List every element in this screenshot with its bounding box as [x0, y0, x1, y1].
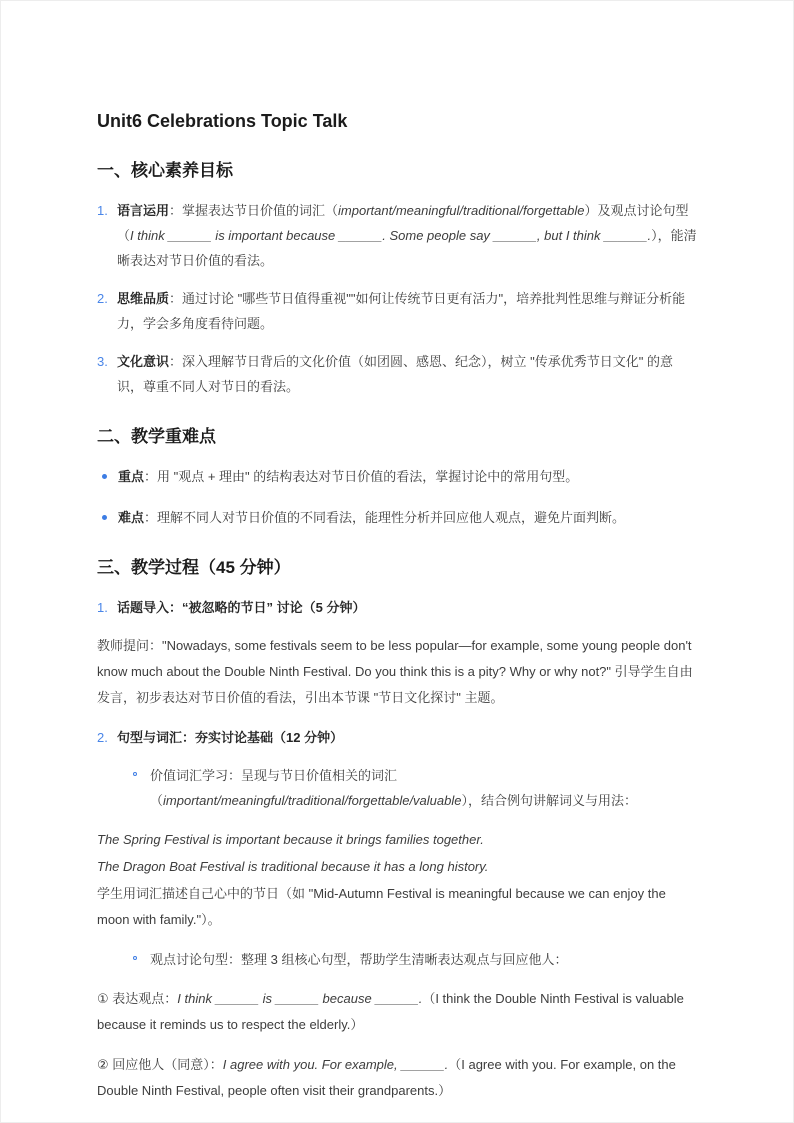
teacher-question-text: 教师提问："Nowadays, some festivals seem to be less popular—for example, some young people don't know much about the Double Ninth Festival. Do you think this is a pity? Why or why not?" 引导学生自由发言，初步表达对节日价值的看法，引出本节课 "节日文化探讨" 主题。: [97, 638, 693, 705]
goal-item-text: 文化意识：深入理解节日背后的文化价值（如团圆、感恩、纪念），树立 "传承优秀节日文化" 的意识，尊重不同人对节日的看法。: [117, 354, 673, 394]
pattern-2-paragraph: [97, 1052, 697, 1104]
student-activity-text: 学生用词汇描述自己心中的节日（如 "Mid-Autumn Festival is meaningful because we can enjoy the moon with family."）。: [97, 886, 666, 927]
keypoint-text: 难点：理解不同人对节日价值的不同看法，能理性分析并回应他人观点，避免片面判断。: [118, 510, 626, 525]
goal-item-thinking: [97, 286, 697, 336]
keypoint-item-difficulty: [97, 505, 697, 530]
list-number: 3.: [97, 354, 108, 369]
goal-item-culture: [97, 349, 697, 399]
process-step-title: 话题导入：“被忽略的节日” 讨论（5 分钟）: [117, 600, 366, 615]
example-sentence-text: The Dragon Boat Festival is traditional because it has a long history.: [97, 859, 489, 874]
section-process-heading: 三、教学过程（45 分钟）: [97, 558, 291, 577]
example-sentence-2: [97, 854, 697, 880]
list-number: 1.: [97, 600, 108, 615]
list-number: 2.: [97, 291, 108, 306]
goal-item-language: [97, 198, 697, 273]
goal-item-text: 思维品质：通过讨论 "哪些节日值得重视""如何让传统节日更有活力"，培养批判性思维与辩证分析能力，学会多角度看待问题。: [117, 291, 686, 331]
example-sentence-text: The Spring Festival is important because it brings families together.: [97, 832, 484, 847]
sub-bullet-circle-icon: [133, 772, 137, 776]
list-number: 2.: [97, 730, 108, 745]
process-step-2: [97, 725, 697, 750]
sentence-pattern-text: 观点讨论句型：整理 3 组核心句型，帮助学生清晰表达观点与回应他人：: [150, 952, 568, 967]
bullet-dot-icon: [102, 474, 107, 479]
list-number: 1.: [97, 203, 108, 218]
sentence-pattern-item: [129, 947, 697, 972]
process-step-1: [97, 595, 697, 620]
vocab-learning-text: 价值词汇学习：呈现与节日价值相关的词汇（important/meaningful/traditional/forgettable/valuable），结合例句讲解词义与用法：: [150, 768, 637, 808]
vocab-learning-item: [129, 763, 697, 813]
process-step-title: 句型与词汇：夯实讨论基础（12 分钟）: [117, 730, 344, 745]
keypoint-item-focus: [97, 464, 697, 489]
section-goals-heading: 一、核心素养目标: [97, 161, 233, 180]
goal-item-text: 语言运用：掌握表达节日价值的词汇（important/meaningful/traditional/forgettable）及观点讨论句型（I think ______ is important because ______. Some people say ______, but I think ______.），能清晰表达对节日价值的看法。: [117, 203, 697, 268]
example-sentence-1: [97, 827, 697, 853]
pattern-1-text: ① 表达观点：I think ______ is ______ because ______.（I think the Double Ninth Festival is valuable because it reminds us to respect the elderly.）: [97, 991, 684, 1032]
bullet-dot-icon: [102, 515, 107, 520]
pattern-1-paragraph: [97, 986, 697, 1038]
sub-bullet-circle-icon: [133, 956, 137, 960]
section-keypoints-heading: 二、教学重难点: [97, 427, 216, 446]
keypoint-text: 重点：用 "观点 + 理由" 的结构表达对节日价值的看法，掌握讨论中的常用句型。: [118, 469, 579, 484]
document-title: Unit6 Celebrations Topic Talk: [97, 111, 348, 131]
teacher-question-paragraph: [97, 633, 697, 711]
student-activity-paragraph: [97, 881, 697, 933]
pattern-2-text: ② 回应他人（同意）：I agree with you. For example, ______.（I agree with you. For example, on the Double Ninth Festival, people often visit their grandparents.）: [97, 1057, 676, 1098]
